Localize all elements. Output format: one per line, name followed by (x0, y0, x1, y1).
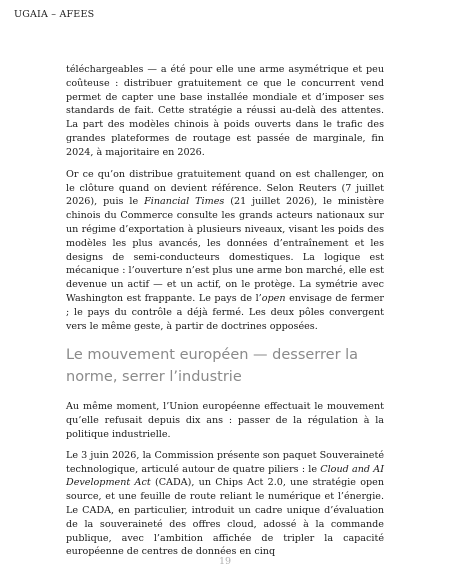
page-number: 19 (218, 556, 232, 567)
paragraph-2 (66, 168, 384, 334)
paragraph-4-text-c: (CADA), un Chips Act 2.0, une stratégie open source, et une feuille de route reliant le numérique et l’énergie. Le CADA, en particulier, introduit un cadre unique d’évaluation de la souveraineté des offres cloud, adossé à la commande publique, avec l’ambition affichée de tripler la capacité européenne de centres de données en cinq (66, 477, 385, 558)
section-heading: Le mouvement européen — desserrer la norme, serrer l’industrie (66, 347, 359, 385)
paragraph-3: Au même moment, l’Union européenne effectuait le mouvement qu’elle refusait depuis dix ans : passer de la régulation à la politique industrielle. (66, 401, 384, 440)
paragraph-2-text-a: Or ce qu’on distribue gratuitement quand on est challenger, on le clôture quand on devient référence. Selon Reuters (7 juillet 2026), puis le (66, 168, 384, 208)
paragraph-4 (66, 449, 384, 560)
financial-times-title: Financial Times (144, 196, 225, 208)
page-body (66, 63, 384, 566)
paragraph-4-text-a: Le 3 juin 2026, la Commission présente son paquet Souveraineté technologique, articulé autour de quatre piliers : le (66, 449, 384, 475)
open-term: open (261, 293, 286, 304)
cada-act-title: Cloud and AI Development Act (66, 463, 384, 489)
running-header: UGAIA – AFEES (14, 9, 95, 20)
paragraph-2-text-c: (21 juillet 2026), le ministère chinois du Commerce consulte les grands acteurs nationaux sur un régime d’exportation à plusieurs niveaux, visant les poids des modèles les plus avancés, les données d’entraînement et les designs de semi-conducteurs domestiques. La logique est mécanique : l’ouverture n’est plus une arme bon marché, elle est devenue un actif — et un actif, on le protège. La symétrie avec Washington est frappante. Le pays de l’ (66, 196, 384, 304)
paragraph-1: téléchargeables — a été pour elle une arme asymétrique et peu coûteuse : distribuer gratuitement ce que le concurrent vend permet de capter une base installée mondiale et d’imposer ses standards de fait. Cette stratégie a réussi au-delà des attentes. La part des modèles chinois à poids ouverts dans le trafic des grandes plateformes de routage est passée de marginale, fin 2024, à majoritaire en 2026. (66, 64, 384, 158)
paragraph-2-text-e: envisage de fermer ; le pays du contrôle a déjà fermé. Les deux pôles convergent vers le même geste, à partir de doctrines opposées. (66, 293, 384, 332)
